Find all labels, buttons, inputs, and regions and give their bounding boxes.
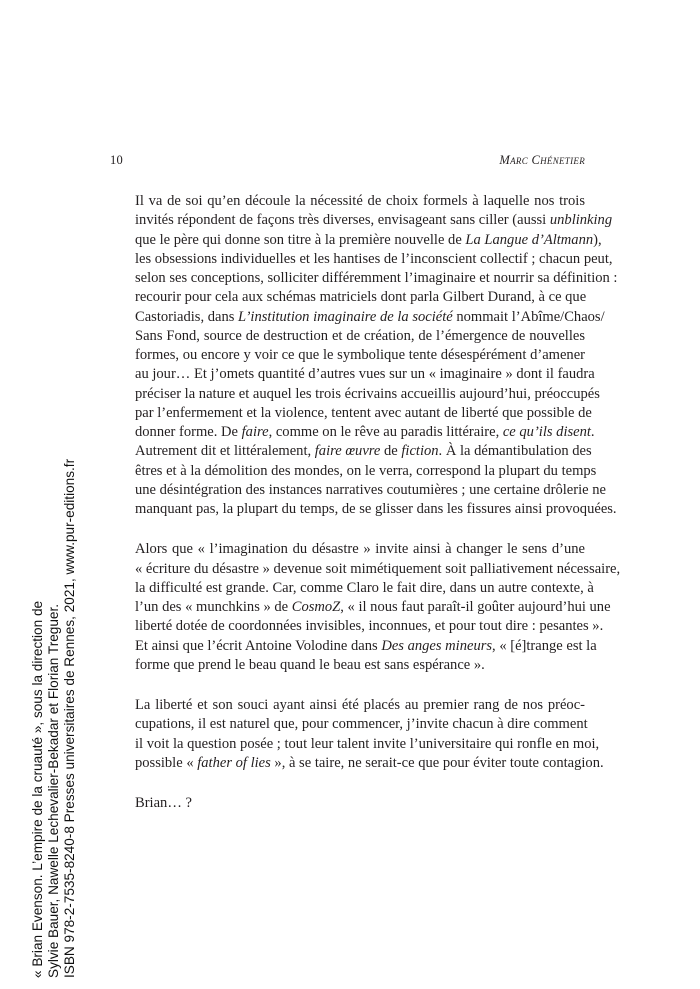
text-line — [110, 754, 604, 773]
italic-text: CosmoZ — [291, 599, 341, 615]
text-run: une désintégration des instances narratives coutumières ; une certaine drôlerie ne — [135, 481, 606, 498]
text-run: nommait l’Abîme/Chaos/ — [452, 308, 605, 325]
text-line — [110, 385, 600, 404]
text-run: il voit la question posée ; tout leur talent invite l’universitaire qui ronfle en moi, — [135, 735, 600, 752]
text-line — [110, 500, 617, 519]
page-number: 10 — [110, 153, 123, 167]
text-line — [110, 540, 585, 559]
text-line — [110, 637, 597, 656]
text-run: les obsessions individuelles et les hantises de l’inconscient collectif ; chacun peut, — [135, 250, 613, 267]
text-line — [110, 794, 585, 813]
text-line — [110, 696, 585, 715]
text-run: manquant pas, la plupart du temps, de se glisser dans les fissures ainsi provoquées. — [135, 501, 617, 517]
text-line — [110, 365, 595, 384]
text-line — [110, 308, 605, 327]
text-line — [110, 656, 585, 675]
paragraph — [110, 794, 585, 813]
text-run: « écriture du désastre » devenue soit mimétiquement soit palliativement nécessaire, — [135, 560, 621, 577]
running-head: Marc Chénetier — [499, 153, 585, 167]
text-line — [110, 598, 611, 617]
italic-text: ce qu’ils disent — [502, 424, 591, 440]
text-run: de — [380, 443, 402, 460]
paragraph — [110, 192, 618, 519]
text-run: la difficulté est grande. Car, comme Claro le fait dire, dans un autre contexte, à — [135, 579, 594, 596]
text-run: préciser la nature et auquel les trois écrivains accueillis aujourd’hui, préoccupés — [135, 385, 600, 402]
body-text — [110, 192, 621, 813]
text-run: . — [590, 424, 595, 440]
text-line — [110, 327, 585, 346]
text-run: , « il nous faut paraît-il goûter aujourd’hui une — [340, 599, 611, 615]
paragraph — [110, 696, 604, 773]
text-line — [110, 404, 592, 423]
text-line — [110, 192, 585, 211]
text-run: , « [é]trange est la — [492, 637, 597, 654]
text-run: . À la démantibulation des — [438, 443, 592, 460]
text-line — [110, 250, 613, 269]
text-run: donner forme. De — [135, 424, 242, 440]
text-line — [110, 231, 602, 250]
text-run: l’un des « munchkins » de — [135, 599, 292, 615]
text-run: au jour… Et j’omets quantité d’autres vues sur un « imaginaire » dont il faudra — [135, 366, 595, 383]
text-run: , comme on le rêve au paradis littéraire, — [268, 424, 503, 440]
text-run: ), — [593, 231, 602, 248]
paragraph-gap — [110, 519, 585, 540]
text-line — [110, 346, 585, 365]
text-line — [110, 579, 594, 598]
text-run: recourir pour cela aux schémas matriciels dont parla Gilbert Durand, à ce que — [135, 289, 587, 306]
text-run: selon ses conceptions, solliciter différemment l’imaginaire et nourrir sa définition : — [135, 270, 618, 286]
text-run: Brian… ? — [135, 795, 192, 811]
text-run: La liberté et son souci ayant ainsi été placés au premier rang de nos préoc- — [135, 697, 585, 713]
text-line — [110, 735, 600, 754]
text-line — [110, 211, 613, 230]
text-run: formes, ou encore y voir ce que le symbolique tente désespérément d’amener — [135, 347, 585, 363]
italic-text: L’institution imaginaire de la société — [238, 308, 453, 325]
text-run: forme que prend le beau quand le beau est sans espérance ». — [135, 656, 485, 673]
text-line — [110, 481, 606, 500]
text-line — [110, 462, 597, 481]
text-line — [110, 288, 585, 307]
paragraph-gap — [110, 773, 585, 794]
text-run: Sans Fond, source de destruction et de création, de l’émergence de nouvelles — [135, 327, 585, 344]
text-run: que le père qui donne son titre à la première nouvelle de — [135, 231, 466, 248]
text-run: Autrement dit et littéralement, — [135, 443, 315, 460]
text-run: Alors que « l’imagination du désastre » invite ainsi à changer le sens d’une — [135, 541, 585, 558]
text-run: Il va de soi qu’en découle la nécessité de choix formels à laquelle nos trois — [135, 193, 585, 209]
text-run: Castoriadis, dans — [135, 308, 239, 325]
italic-text: fiction — [401, 443, 439, 460]
text-line — [110, 442, 592, 461]
text-run: invités répondent de façons très diverses, envisageant sans ciller (aussi — [135, 212, 550, 229]
text-run: êtres et à la démolition des mondes, on le verra, correspond la plupart du temps — [135, 462, 597, 479]
paragraph — [110, 540, 621, 675]
sidebar-line: ISBN 978-2-7535-8240-8 Presses universitaires de Rennes, 2021, www.pur-editions.fr — [62, 458, 78, 978]
italic-text: faire œuvre — [314, 443, 381, 460]
text-run: liberté dotée de coordonnées invisibles, inconnues, et pour tout dire : pesantes ». — [135, 618, 604, 635]
italic-text: father of lies — [197, 754, 271, 771]
sidebar-line: « Brian Evenson. L’empire de la cruauté », sous la direction de — [30, 600, 45, 978]
text-run: Et ainsi que l’écrit Antoine Volodine dans — [135, 637, 382, 654]
text-run: cupations, il est naturel que, pour commencer, j’invite chacun à dire comment — [135, 716, 588, 733]
text-run: par l’enfermement et la violence, tentent avec autant de liberté que possible de — [135, 404, 592, 421]
sidebar-line: Sylvie Bauer, Nawelle Lechevalier-Bekadar et Florian Treguer. — [46, 603, 62, 978]
copyright-sidebar — [30, 459, 78, 978]
italic-text: Des anges mineurs — [381, 637, 493, 654]
italic-text: unblinking — [549, 212, 613, 229]
text-line — [110, 617, 604, 636]
italic-text: faire — [241, 424, 269, 440]
text-run: », à se taire, ne serait-ce que pour éviter toute contagion. — [270, 754, 604, 771]
text-line — [110, 269, 618, 288]
text-line — [110, 715, 588, 734]
text-line — [110, 560, 621, 579]
text-run: possible « — [135, 754, 198, 771]
paragraph-gap — [110, 675, 585, 696]
italic-text: La Langue d’Altmann — [465, 231, 594, 248]
text-line — [110, 423, 595, 442]
